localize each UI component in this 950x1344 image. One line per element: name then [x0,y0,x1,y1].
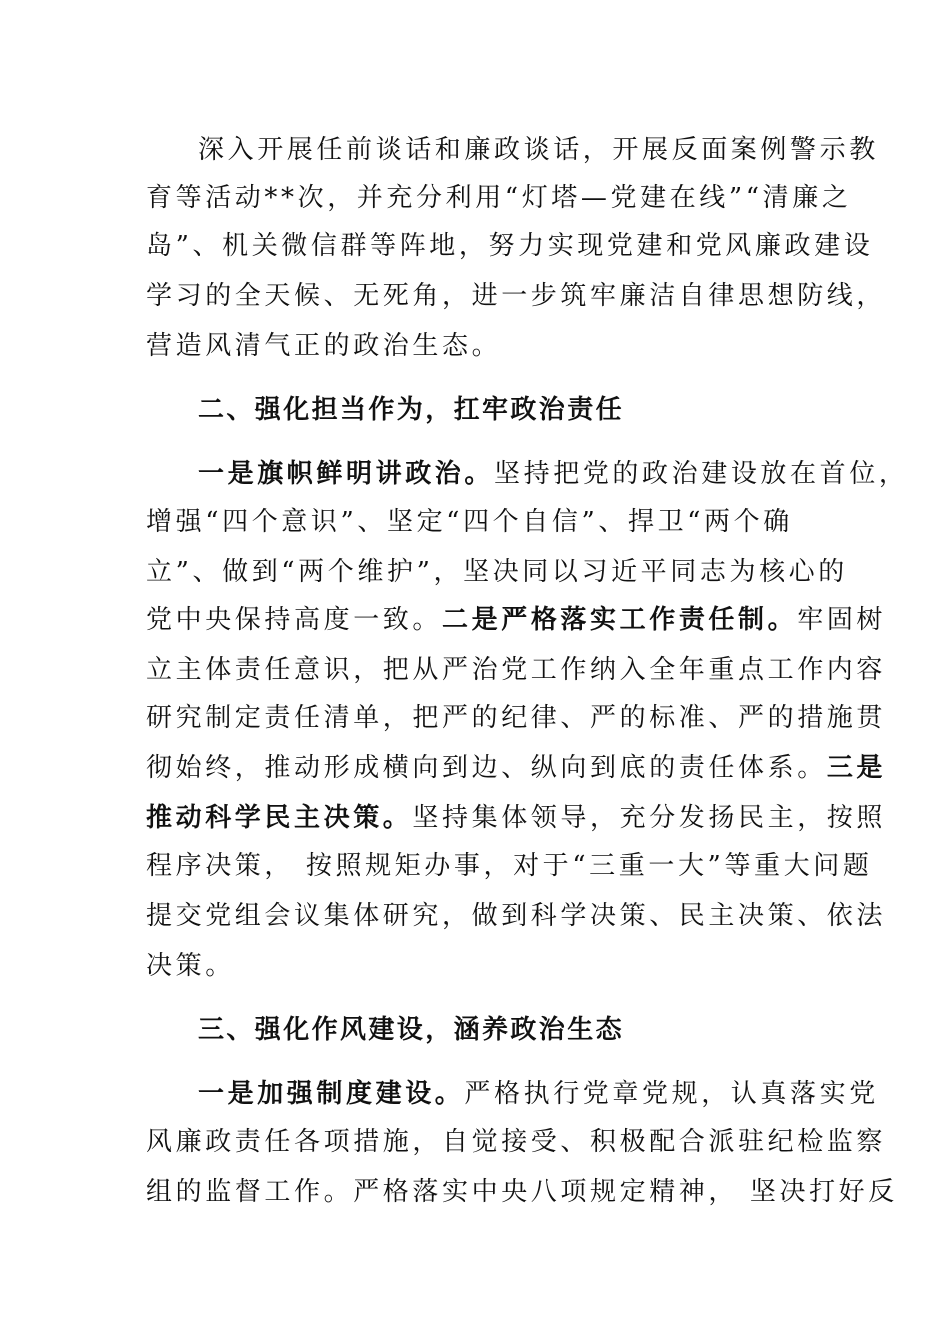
para2-line-6: 研究制定责任清单，把严的纪律、严的标准、严的措施贯 [146,703,887,733]
para2-line-2: 增强“四个意识”、坚定“四个自信”、捍卫“两个确 [146,507,793,537]
para2-line-8 [146,798,887,838]
para2-lead-3b: 推动科学民主决策。 [146,803,413,833]
section-heading-2: 二、强化担当作为，扛牢政治责任 [198,395,625,425]
para2-line-4-pre: 党中央保持高度一致。 [146,605,443,635]
para2-lead-2: 二是严格落实工作责任制。 [442,605,798,635]
para2-line-7-pre: 彻始终，推动形成横向到边、纵向到底的责任体系。 [146,753,827,783]
para1-line-2: 育等活动**次，并充分利用“灯塔—党建在线”“清廉之 [146,183,852,213]
para2-line-4 [146,600,887,640]
para2-line-1 [198,454,909,494]
para3-line-1 [198,1074,888,1114]
para2-line-1-text: 坚持把党的政治建设放在首位， [494,459,909,489]
para2-line-4-text: 牢固树 [797,605,887,635]
para2-line-9: 程序决策， 按照规矩办事，对于“三重一大”等重大问题 [146,851,873,881]
para1-line-4: 学习的全天候、无死角，进一步筑牢廉洁自律思想防线， [146,281,887,311]
para2-lead-1: 一是旗帜鲜明讲政治。 [198,459,495,489]
section-heading-3: 三、强化作风建设，涵养政治生态 [198,1015,625,1045]
para2-line-3: 立”、做到“两个维护”，坚决同以习近平同志为核心的 [146,557,848,587]
para2-line-11: 决策。 [146,951,235,981]
para2-line-5: 立主体责任意识，把从严治党工作纳入全年重点工作内容 [146,655,887,685]
para1-line-3: 岛”、机关微信群等阵地，努力实现党建和党风廉政建设 [146,231,874,261]
para2-line-8-text: 坚持集体领导，充分发扬民主，按照 [412,803,887,833]
para3-line-1-text: 严格执行党章党规，认真落实党 [464,1079,879,1109]
para2-line-7 [146,748,887,788]
para1-line-5: 营造风清气正的政治生态。 [146,331,502,361]
para2-line-10: 提交党组会议集体研究，做到科学决策、民主决策、依法 [146,901,887,931]
para1-line-1: 深入开展任前谈话和廉政谈话，开展反面案例警示教 [198,135,879,165]
para2-lead-3a: 三是 [826,753,887,783]
para3-line-3: 组的监督工作。严格落实中央八项规定精神， 坚决打好反 [146,1177,898,1207]
para3-line-2: 风廉政责任各项措施，自觉接受、积极配合派驻纪检监察 [146,1127,887,1157]
para3-lead-1: 一是加强制度建设。 [198,1079,465,1109]
